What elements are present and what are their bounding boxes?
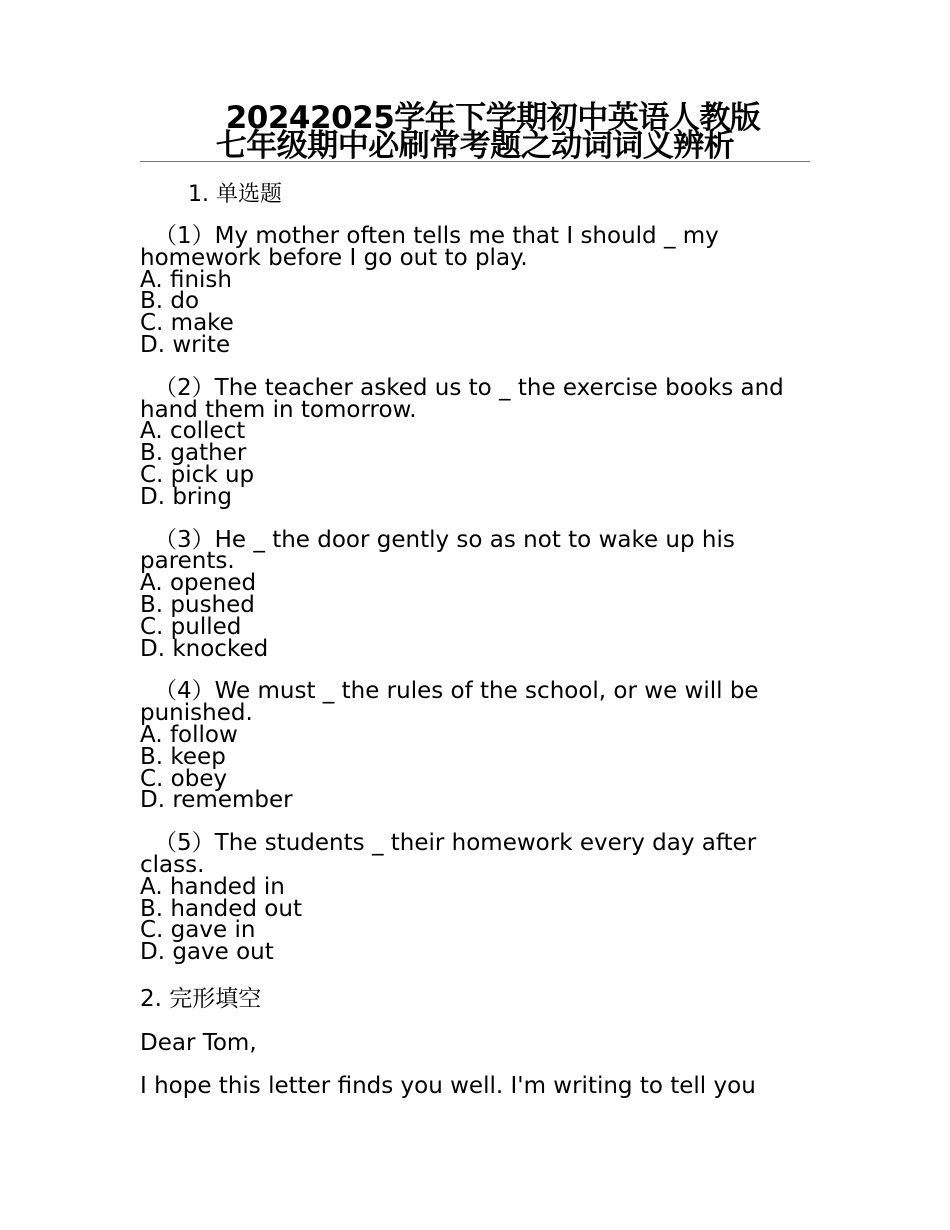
document-title <box>140 100 810 164</box>
question-number: （5） <box>154 830 215 857</box>
option-a: A. handed in <box>140 873 285 900</box>
question-text: The students _ their homework every day after class. <box>140 830 757 878</box>
option-a: A. finish <box>140 266 232 293</box>
section-heading-single-choice: 1. 单选题 <box>188 182 282 207</box>
question-text: We must _ the rules of the school, or we will be punished. <box>140 678 759 727</box>
option-d: D. gave out <box>140 939 274 966</box>
title-line-1: 20242025学年下学期初中英语人教版 <box>225 100 761 136</box>
question-stem <box>140 374 800 423</box>
option-c: C. make <box>140 310 234 337</box>
question-list <box>140 223 800 985</box>
option-b: B. keep <box>140 743 226 770</box>
option-b: B. gather <box>140 440 247 467</box>
question-text: He _ the door gently so as not to wake up his parents. <box>140 526 735 575</box>
question-2 <box>140 374 800 510</box>
question-stem <box>140 678 800 727</box>
option-c: C. pulled <box>140 613 242 640</box>
question-4 <box>140 678 800 814</box>
question-text: The teacher asked us to _ the exercise books and hand them in tomorrow. <box>140 374 784 423</box>
question-number: （2） <box>154 374 215 401</box>
option-d: D. knocked <box>140 635 269 662</box>
option-d: D. bring <box>140 483 232 510</box>
letter-greeting: Dear Tom, <box>140 1030 257 1056</box>
question-stem <box>140 223 800 271</box>
question-3 <box>140 526 800 662</box>
letter-first-line: I hope this letter finds you well. I'm writing to tell you <box>140 1073 756 1099</box>
section-heading-cloze: 2. 完形填空 <box>140 986 262 1012</box>
title-line-2: 七年级期中必刷常考题之动词词义辨析 <box>215 128 735 164</box>
option-b: B. do <box>140 288 200 315</box>
option-c: C. obey <box>140 765 228 792</box>
question-stem <box>140 526 800 575</box>
question-5 <box>140 830 800 966</box>
option-a: A. collect <box>140 418 246 445</box>
option-c: C. gave in <box>140 917 256 944</box>
question-text: My mother often tells me that I should _ my homework before I go out to play. <box>140 223 719 271</box>
option-d: D. remember <box>140 787 293 814</box>
option-b: B. pushed <box>140 591 255 618</box>
option-d: D. write <box>140 331 231 358</box>
question-number: （4） <box>154 678 215 705</box>
title-underline <box>140 161 810 162</box>
option-c: C. pick up <box>140 461 255 488</box>
question-number: （3） <box>154 526 215 553</box>
question-number: （1） <box>154 223 215 249</box>
option-b: B. handed out <box>140 895 302 922</box>
question-stem <box>140 830 800 878</box>
option-a: A. opened <box>140 570 257 597</box>
option-a: A. follow <box>140 721 238 748</box>
question-1 <box>140 223 800 358</box>
